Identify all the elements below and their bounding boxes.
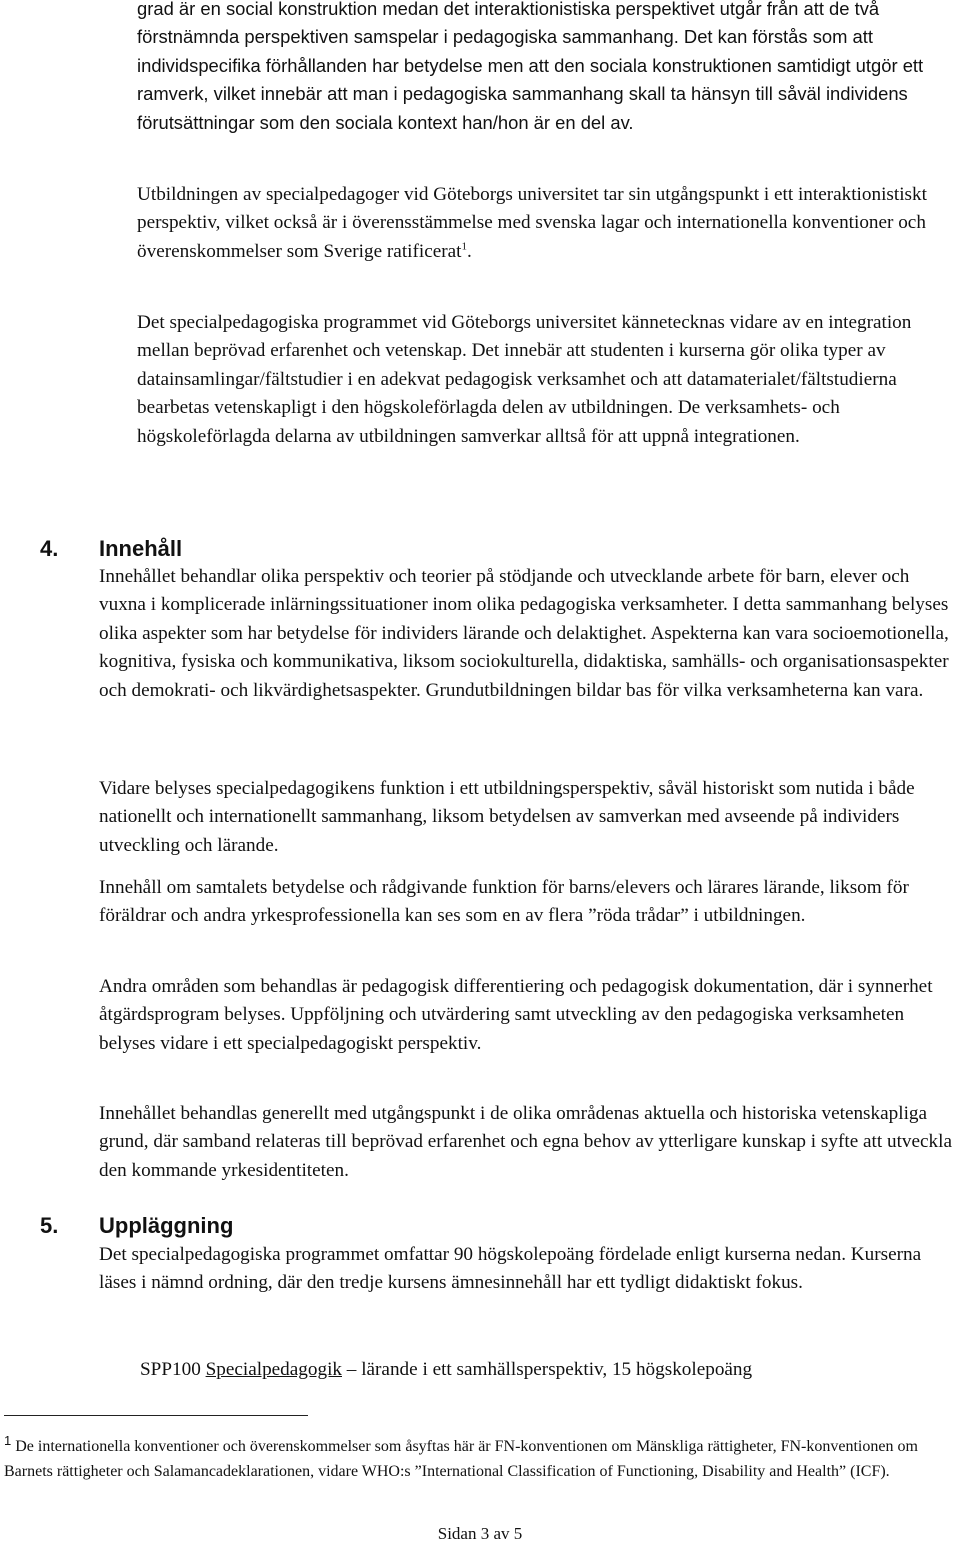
section-4-paragraph: Vidare belyses specialpedagogikens funktion i ett utbildningsperspektiv, såväl historiskt som nutida i både nationellt och internationellt sammanhang, liksom betydelsen av samverkan med avseende på individers utveckling och lärande. <box>99 778 915 856</box>
education-paragraph-text: Utbildningen av specialpedagoger vid Göteborgs universitet tar sin utgångspunkt i ett interaktionistiskt perspektiv, vilket också är i överensstämmelse med svenska lagar och internationella konventioner och överenskommelser som Sverige ratificerat <box>137 184 927 262</box>
education-paragraph-end: . <box>466 240 472 262</box>
section-4-paragraph-5-block <box>99 1100 955 1185</box>
program-paragraph: Det specialpedagogiska programmet vid Göteborgs universitet kännetecknas vidare av en integration mellan beprövad erfarenhet och vetenskap. Det innebär att studenten i kurserna gör olika typer av datainsamlingar/fältstudier i en adekvat pedagogisk verksamhet och att datamaterialet/fältstudierna bearbetas vetenskapligt i den högskoleförlagda delen av utbildningen. De verksamhets- och högskoleförlagda delarna av utbildningen samverkar alltså för att uppnå integrationen. <box>137 312 912 447</box>
footnote-text: De internationella konventioner och överenskommelser som åsyftas här är FN-konventionen om Mänskliga rättigheter, FN-konventionen om Barnets rättigheter och Salamancadeklarationen, vidare WHO:s ”International Classification of Functioning, Disability and Health” (ICF). <box>4 1438 918 1481</box>
section-4-paragraph: Innehållet behandlas generellt med utgångspunkt i de olika områdenas aktuella och historiska vetenskapliga grund, där samband relateras till beprövad erfarenhet och egna behov av ytterligare kunskap i syfte att utveckla den kommande yrkesidentiteten. <box>99 1103 952 1181</box>
section-4-paragraph-3-block <box>99 874 955 931</box>
section-5-paragraph: Det specialpedagogiska programmet omfattar 90 högskolepoäng fördelade enligt kurserna nedan. Kurserna läses i nämnd ordning, där den tredje kursens ämnesinnehåll har ett tydligt didaktiskt fokus. <box>99 1244 922 1294</box>
footnote-separator <box>4 1415 308 1416</box>
footnote-marker: 1 <box>4 1432 12 1448</box>
section-4-paragraph: Innehållet behandlar olika perspektiv och teorier på stödjande och utvecklande arbete för barn, elever och vuxna i komplicerade inlärningssituationer inom olika pedagogiska verksamheter. I detta sammanhang belyses olika aspekter som har betydelse för individers lärande och delaktighet. Aspekterna kan vara socioemotionella, kognitiva, fysiska och kommunikativa, liksom sociokulturella, didaktiska, samhälls- och organisationsaspekter och demokrati- och likvärdighetsaspekter. Grundutbildningen bildar bas för vilka verksamheterna kan vara. <box>99 566 949 701</box>
education-paragraph <box>137 181 957 266</box>
course-name: Specialpedagogik <box>205 1359 342 1380</box>
education-paragraph-block <box>137 181 957 266</box>
section-4-paragraph-2-block <box>99 775 955 860</box>
section-4-paragraph-1-block <box>99 563 955 705</box>
intro-continuation-paragraph: grad är en social konstruktion medan det interaktionistiska perspektivet utgår från att de två förstnämnda perspektiven samspelar i pedagogiska sammanhang. Det kan förstås som att individspecifika förhållanden har betydelse men att den sociala konstruktionen samtidigt utgör ett ramverk, vilket innebär att man i pedagogiska sammanhang skall ta hänsyn till såväl individens förutsättningar som den sociala kontext han/hon är en del av. <box>137 0 924 133</box>
page-number: Sidan 3 av 5 <box>437 1524 523 1543</box>
course-rest: – lärande i ett samhällsperspektiv, 15 högskolepoäng <box>342 1359 753 1380</box>
program-paragraph-block <box>137 309 957 451</box>
section-4-heading <box>40 535 182 563</box>
section-4-number: 4. <box>40 536 59 561</box>
section-5-title: Uppläggning <box>99 1213 234 1238</box>
section-4-paragraph: Innehåll om samtalets betydelse och rådgivande funktion för barns/elevers och lärares lärande, liksom för föräldrar och andra yrkesprofessionella kan ses som en av flera ”röda trådar” i utbildningen. <box>99 877 909 927</box>
course-line <box>140 1356 752 1384</box>
section-5-paragraph-block <box>99 1241 955 1298</box>
section-4-title: Innehåll <box>99 536 183 561</box>
intro-continuation-block <box>137 0 957 137</box>
footnote <box>4 1434 944 1484</box>
course-code: SPP100 <box>140 1359 201 1380</box>
section-5-number: 5. <box>40 1213 59 1238</box>
footnote-reference: 1 <box>461 240 467 253</box>
section-4-paragraph: Andra områden som behandlas är pedagogisk differentiering och pedagogisk dokumentation, där i synnerhet åtgärdsprogram belyses. Uppföljning och utvärdering samt utveckling av den pedagogiska verksamheten belyses vidare i ett specialpedagogiskt perspektiv. <box>99 976 933 1054</box>
section-4-paragraph-4-block <box>99 973 955 1058</box>
section-5-heading <box>40 1212 233 1240</box>
